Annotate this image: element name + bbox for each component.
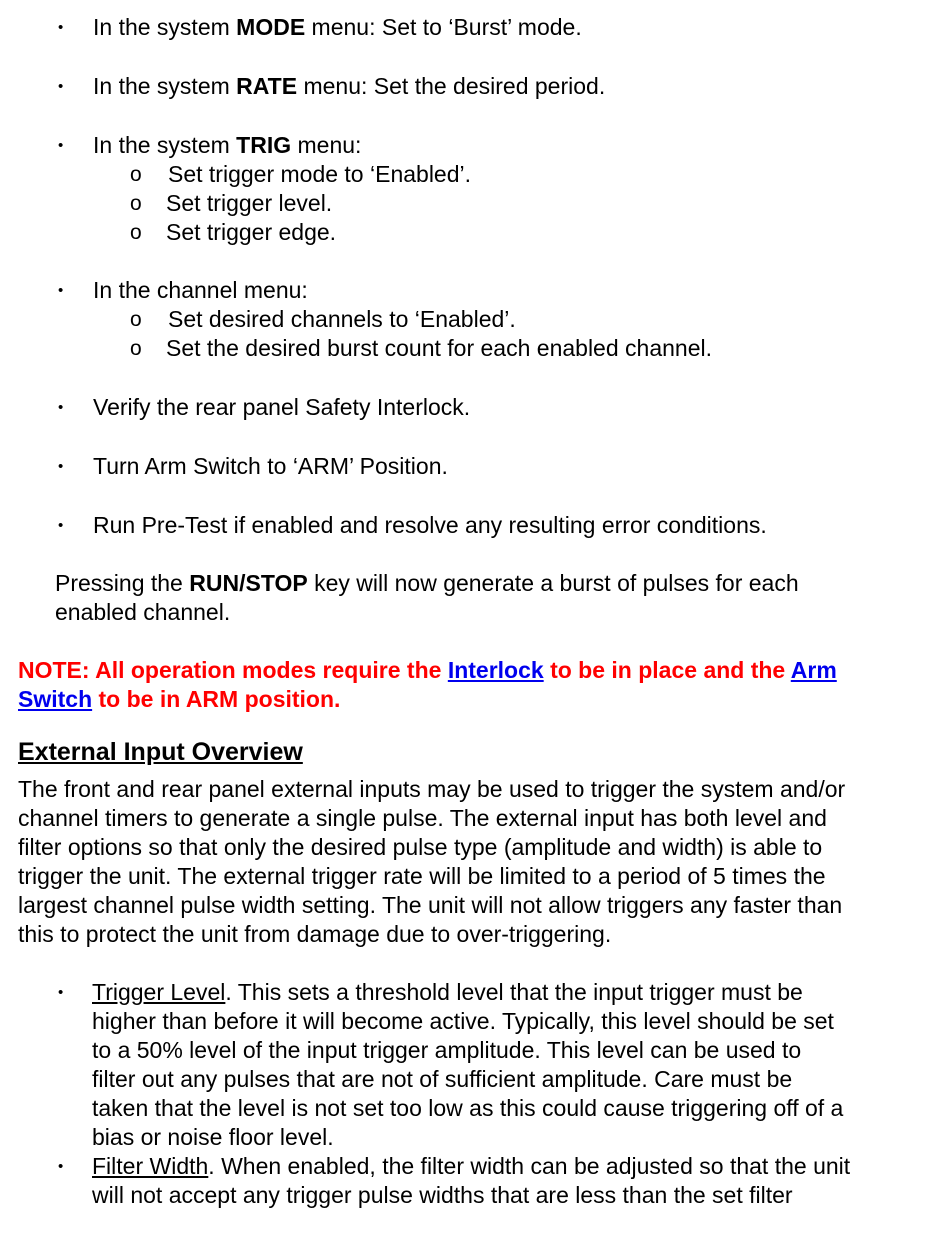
item-text: . When enabled, the filter width can be adjusted so that the unit (208, 1153, 851, 1179)
overview-line: channel timers to generate a single pulse. The external input has both level and (18, 805, 827, 831)
step-interlock: Verify the rear panel Safety Interlock. (93, 394, 471, 420)
step-channel: In the channel menu: (93, 277, 308, 303)
stop-key: STOP (245, 570, 308, 596)
item-line: bias or noise floor level. (92, 1124, 334, 1150)
circle-bullet-icon: o (130, 308, 142, 331)
item-line: to a 50% level of the input trigger amplitude. This level can be used to (92, 1037, 802, 1063)
bullet-icon: • (58, 984, 64, 1001)
trig-sub-item: Set trigger level. (166, 190, 333, 216)
bullet-icon: • (58, 1158, 64, 1175)
overview-line: this to protect the unit from damage due to over-triggering. (18, 921, 612, 947)
paragraph-text: Pressing the (55, 570, 190, 596)
item-line: taken that the level is not set too low as this could cause triggering off of a (92, 1095, 844, 1121)
step-text: menu: Set to ‘Burst’ mode. (305, 14, 582, 40)
circle-bullet-icon: o (130, 163, 142, 186)
overview-line: largest channel pulse width setting. The unit will not allow triggers any faster than (18, 892, 843, 918)
bullet-icon: • (58, 282, 64, 299)
menu-key: RATE (236, 73, 298, 99)
item-line: will not accept any trigger pulse widths that are less than the set filter (92, 1182, 793, 1208)
overview-line: The front and rear panel external inputs may be used to trigger the system and/or (18, 776, 846, 802)
run-stop-paragraph (55, 569, 799, 598)
channel-sub-item: Set the desired burst count for each enabled channel. (166, 335, 712, 361)
interlock-link[interactable]: Interlock (447, 657, 544, 683)
overview-line: trigger the unit. The external trigger rate will be limited to a period of 5 times the (18, 863, 826, 889)
section-heading: External Input Overview (18, 738, 303, 766)
filter-width-item (92, 1152, 850, 1181)
circle-bullet-icon: o (130, 337, 142, 360)
bullet-icon: • (58, 458, 64, 475)
run-stop-paragraph-line2: enabled channel. (55, 599, 231, 625)
arm-switch-link-cont[interactable]: Switch (18, 686, 93, 712)
bullet-icon: • (58, 78, 64, 95)
run-key: RUN (189, 570, 240, 596)
circle-bullet-icon: o (130, 192, 142, 215)
step-text: In the system (93, 73, 237, 99)
menu-key: TRIG (236, 132, 292, 158)
menu-key: MODE (236, 14, 306, 40)
item-term: Filter Width (92, 1153, 209, 1179)
trig-sub-item: Set trigger edge. (166, 219, 337, 245)
arm-switch-link[interactable]: Arm (790, 657, 837, 683)
step-rate (93, 72, 605, 101)
bullet-icon: • (58, 137, 64, 154)
note-text: to be in place and the (543, 657, 791, 683)
step-pretest: Run Pre-Test if enabled and resolve any resulting error conditions. (93, 512, 767, 538)
trig-sub-item: Set trigger mode to ‘Enabled’. (168, 161, 472, 187)
step-trig (93, 131, 361, 160)
bullet-icon: • (58, 517, 64, 534)
note-text: to be in ARM position. (92, 686, 341, 712)
step-text: menu: Set the desired period. (297, 73, 606, 99)
note-line-2 (18, 685, 340, 714)
step-arm-switch: Turn Arm Switch to ‘ARM’ Position. (93, 453, 448, 479)
item-text: . This sets a threshold level that the input trigger must be (225, 979, 803, 1005)
step-text: menu: (291, 132, 362, 158)
item-term: Trigger Level (92, 979, 226, 1005)
circle-bullet-icon: o (130, 221, 142, 244)
channel-sub-item: Set desired channels to ‘Enabled’. (168, 306, 516, 332)
key-separator: / (239, 570, 246, 596)
item-line: filter out any pulses that are not of sufficient amplitude. Care must be (92, 1066, 793, 1092)
overview-line: filter options so that only the desired pulse type (amplitude and width) is able to (18, 834, 823, 860)
step-text: In the system (93, 132, 237, 158)
step-text: In the system (93, 14, 237, 40)
bullet-icon: • (58, 399, 64, 416)
bullet-icon: • (58, 19, 64, 36)
trigger-level-item (92, 978, 803, 1007)
step-mode (93, 13, 582, 42)
paragraph-text: key will now generate a burst of pulses for each (307, 570, 799, 596)
note-line-1 (18, 656, 837, 685)
note-text: NOTE: All operation modes require the (18, 657, 448, 683)
item-line: higher than before it will become active. Typically, this level should be set (92, 1008, 834, 1034)
